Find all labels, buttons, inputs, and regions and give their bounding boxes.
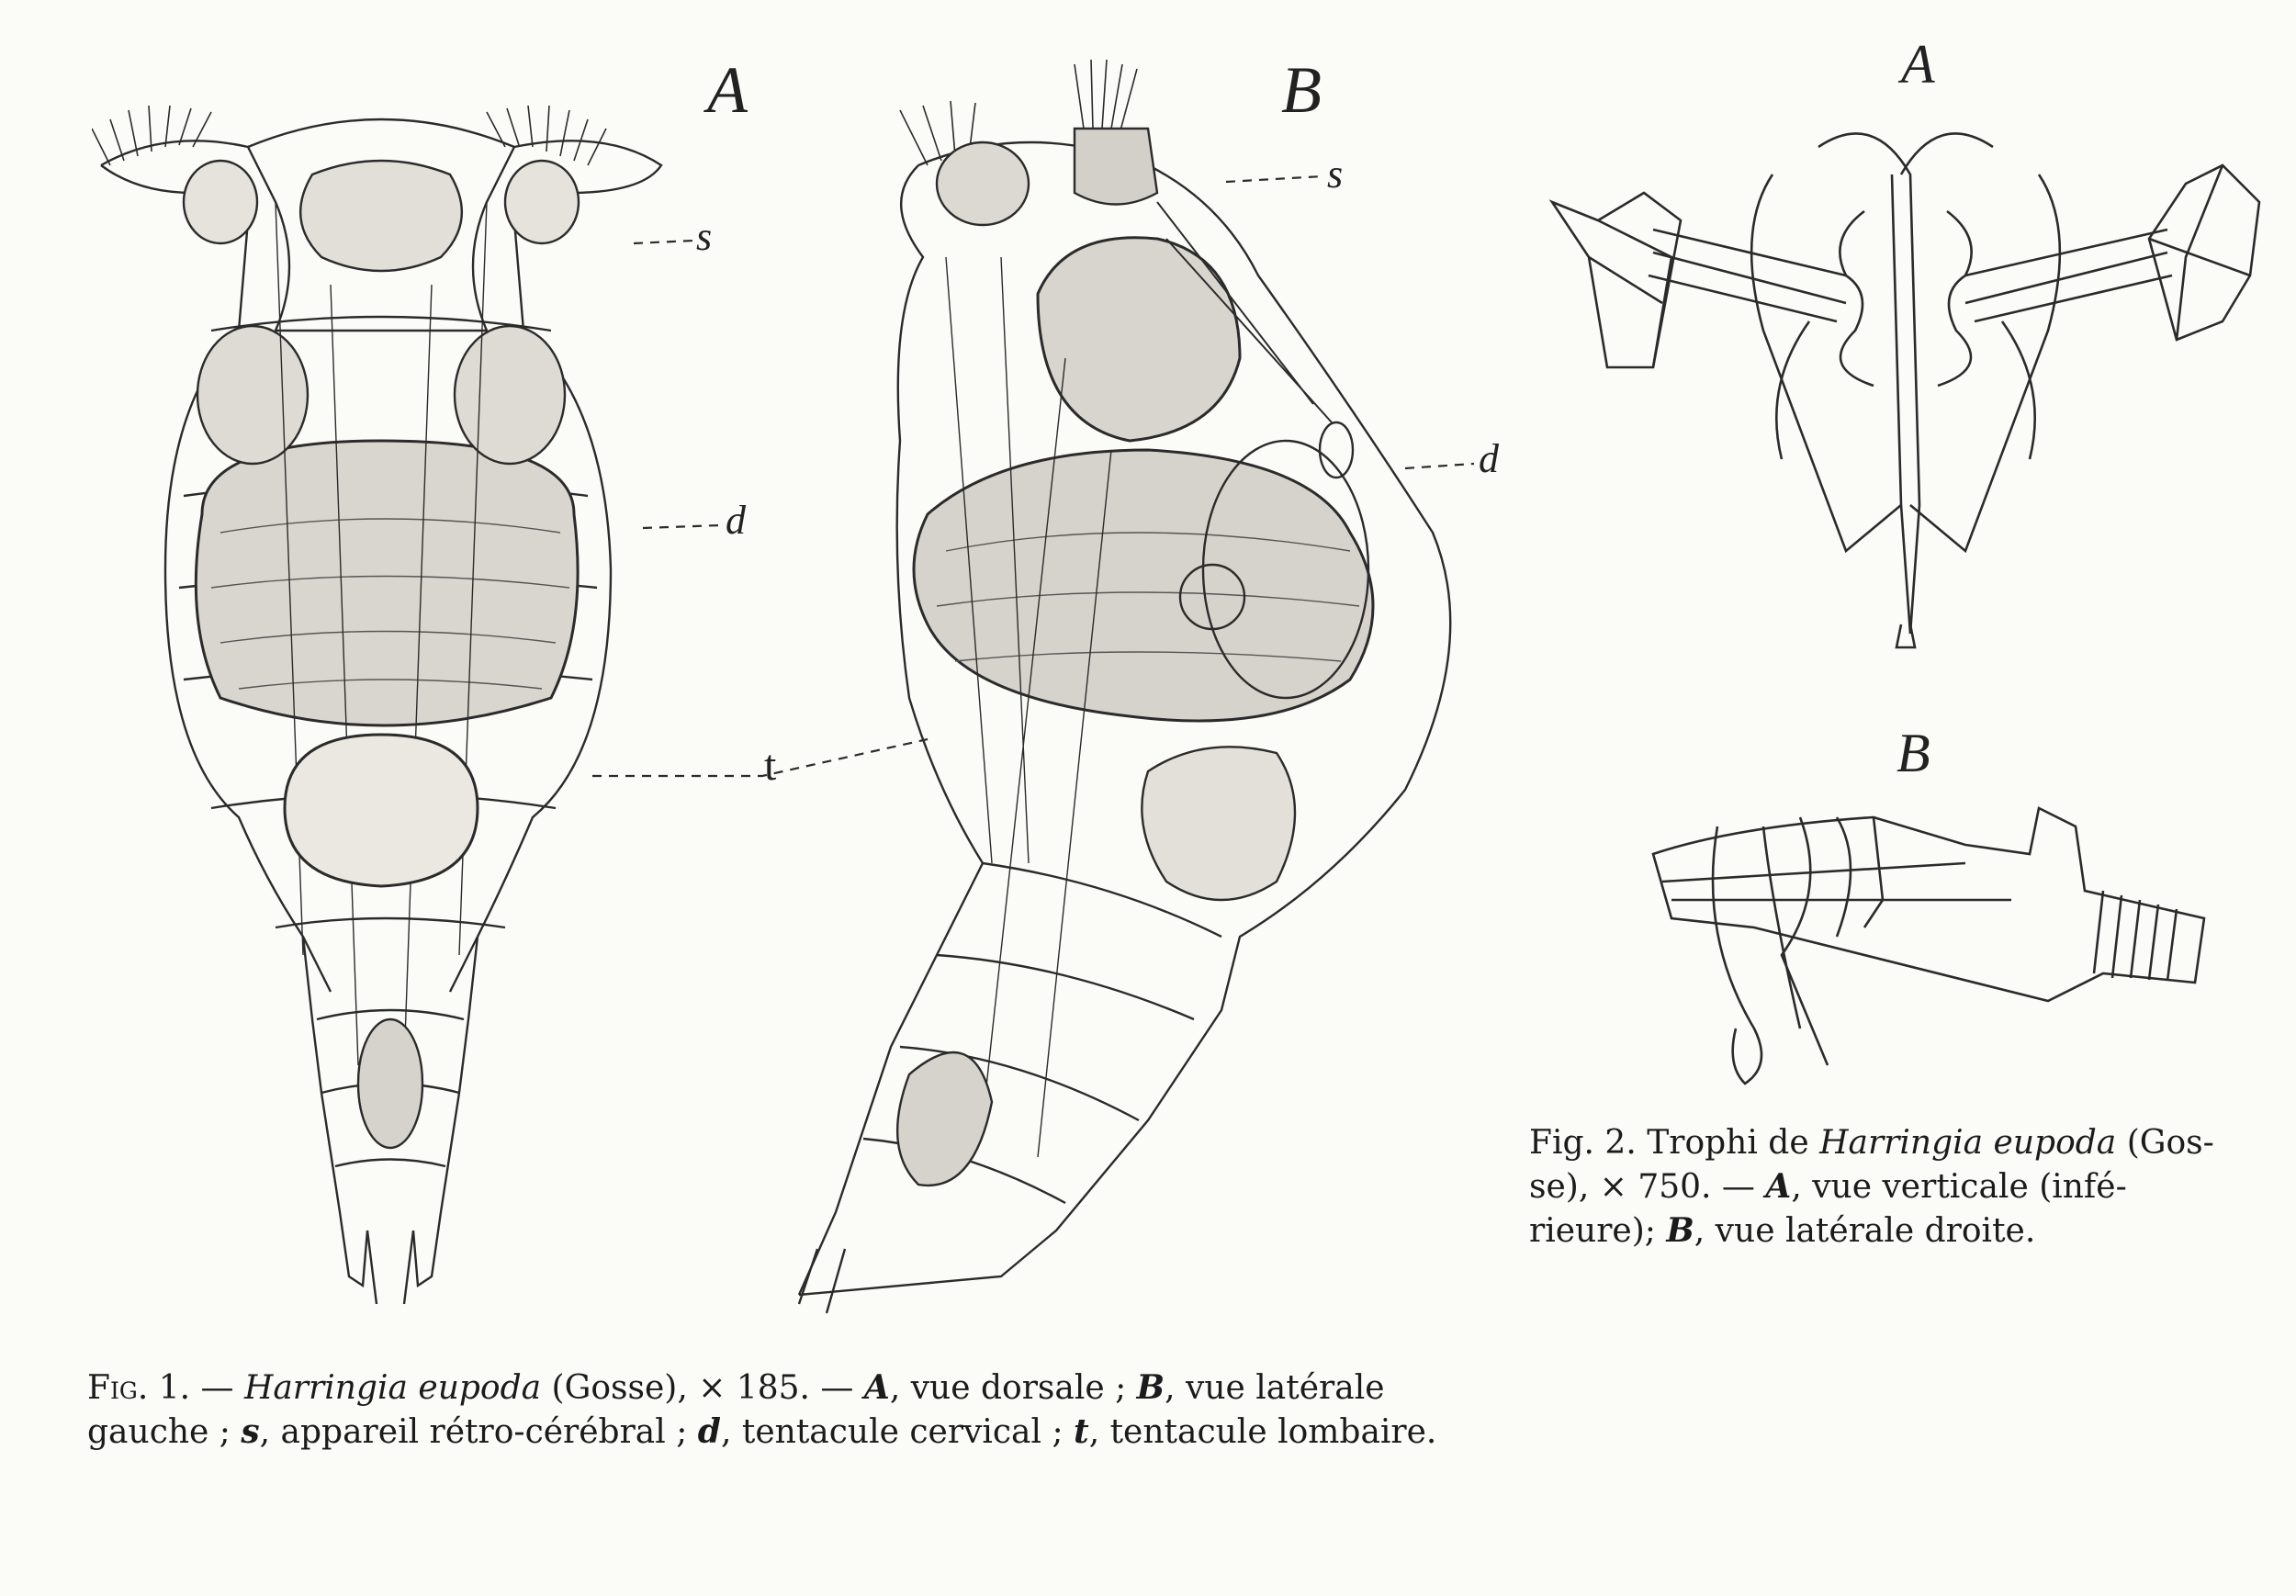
caption-key-b: B: [1136, 1368, 1165, 1407]
caption-key-b: B: [1666, 1210, 1694, 1250]
caption-text-t: , tentacule lombaire.: [1088, 1412, 1437, 1451]
figure-2-caption-number: Fig. 2.: [1529, 1124, 1637, 1162]
figure-2-caption: [1529, 1122, 2282, 1253]
caption-key-a: A: [1765, 1166, 1792, 1206]
caption-text-a: , vue verticale (infé-: [1791, 1167, 2127, 1206]
figure-1a-panel-letter: A: [707, 53, 748, 127]
caption-text-d: , tentacule cervical ;: [720, 1412, 1075, 1451]
caption-key-s: s: [241, 1411, 260, 1451]
figure-1b-lateral-drawing: [762, 55, 1497, 1332]
figure-2a-trophi-drawing: [1543, 92, 2268, 652]
figure-1b-label-s: s: [1327, 152, 1344, 197]
figure-2b-panel-letter: B: [1896, 723, 1930, 783]
caption-text-s: , appareil rétro-cérébral ;: [259, 1412, 698, 1451]
caption-text1: Trophi de: [1636, 1124, 1820, 1162]
caption-line2: se), × 750. —: [1529, 1167, 1766, 1206]
caption-text-a: , vue dorsale ;: [889, 1369, 1137, 1407]
caption-key-d: d: [697, 1411, 721, 1451]
caption-line2: gauche ;: [87, 1412, 242, 1451]
species-name: Harringia eupoda: [1819, 1124, 2117, 1162]
figure-2b-trophi-drawing: [1644, 790, 2232, 1093]
caption-author: (Gosse), × 185. —: [541, 1369, 864, 1407]
figure-1a-label-s: s: [696, 214, 713, 259]
figure-1b-label-d: d: [1479, 436, 1499, 481]
caption-line3: rieure);: [1529, 1211, 1667, 1250]
figure-1-caption-number: Fig. 1.: [87, 1369, 191, 1407]
caption-text-b: , vue latérale: [1165, 1369, 1385, 1407]
figure-1-caption: [87, 1366, 1520, 1455]
figure-1-label-t: t: [764, 741, 777, 790]
species-name: Harringia eupoda: [243, 1369, 542, 1407]
caption-dash: —: [190, 1369, 244, 1407]
caption-text2: (Gos-: [2116, 1124, 2214, 1162]
figure-1b-panel-letter: B: [1281, 53, 1322, 127]
figure-2a-panel-letter: A: [1901, 34, 1935, 95]
caption-text-b: , vue latérale droite.: [1694, 1211, 2036, 1250]
caption-key-a: A: [863, 1368, 890, 1407]
caption-key-t: t: [1074, 1411, 1089, 1451]
figure-1a-label-d: d: [726, 498, 746, 543]
